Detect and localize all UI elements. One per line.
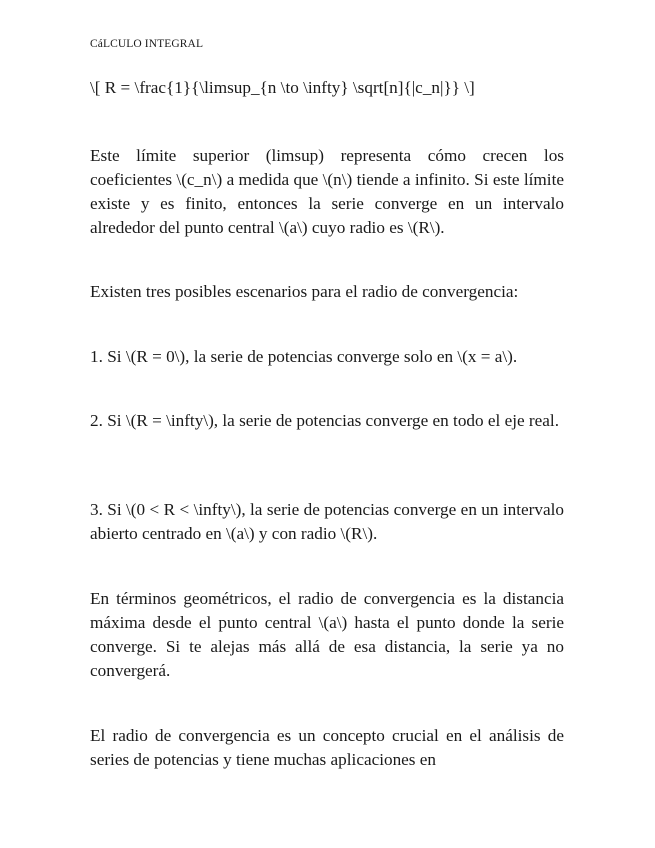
scenario-item-3: 3. Si \(0 < R < \infty\), la serie de potencias converge en un intervalo abierto centrado en \(a\) y con radio \(R\). xyxy=(90,500,564,543)
scenario-item-2: 2. Si \(R = \infty\), la serie de potencias converge en todo el eje real. xyxy=(90,411,559,430)
running-header: CáLCULO INTEGRAL xyxy=(90,38,204,50)
paragraph-scenarios-intro: Existen tres posibles escenarios para el radio de convergencia: xyxy=(90,282,519,301)
paragraph-limsup: Este límite superior (limsup) representa cómo crecen los coeficientes \(c_n\) a medida que \(n\) tiende a infinito. Si este límite existe y es finito, entonces la serie converge en un intervalo alrededor del punto central \(a\) cuyo radio es \(R\). xyxy=(90,146,564,237)
radius-formula: \[ R = \frac{1}{\limsup_{n \to \infty} \sqrt[n]{|c_n|}} \] xyxy=(90,78,475,97)
paragraph-conclusion: El radio de convergencia es un concepto crucial en el análisis de series de potencias y tiene muchas aplicaciones en xyxy=(90,726,564,769)
paragraph-geometric: En términos geométricos, el radio de convergencia es la distancia máxima desde el punto central \(a\) hasta el punto donde la serie converge. Si te alejas más allá de esa distancia, la serie ya no convergerá. xyxy=(90,589,564,680)
scenario-item-1: 1. Si \(R = 0\), la serie de potencias converge solo en \(x = a\). xyxy=(90,347,518,366)
